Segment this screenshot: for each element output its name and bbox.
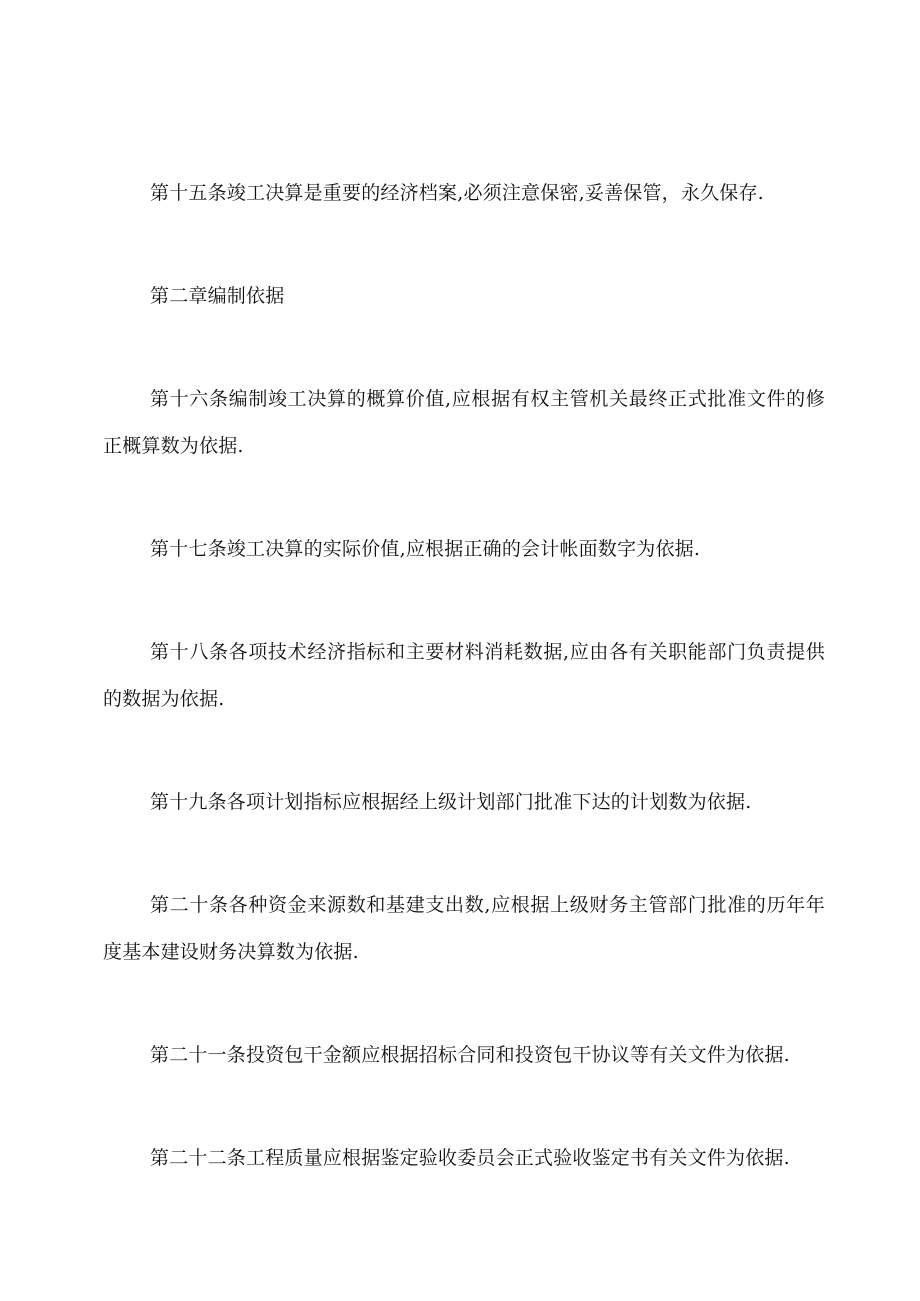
article-20-paragraph: 第二十条各种资金来源数和基建支出数,应根据上级财务主管部门批准的历年年度基本建设财务决算数为依据. bbox=[103, 894, 825, 963]
document-body bbox=[103, 170, 825, 1238]
article-18-paragraph: 第十八条各项技术经济指标和主要材料消耗数据,应由各有关职能部门负责提供的数据为依据. bbox=[103, 641, 825, 710]
chapter-2-heading: 第二章编制依据 bbox=[150, 285, 285, 307]
article-22-paragraph: 第二十二条工程质量应根据鉴定验收委员会正式验收鉴定书有关文件为依据. bbox=[150, 1147, 790, 1169]
article-15-paragraph: 第十五条竣工决算是重要的经济档案,必须注意保密,妥善保管，永久保存. bbox=[150, 182, 764, 204]
article-17-paragraph: 第十七条竣工决算的实际价值,应根据正确的会计帐面数字为依据. bbox=[150, 538, 701, 560]
article-16-paragraph: 第十六条编制竣工决算的概算价值,应根据有权主管机关最终正式批准文件的修正概算数为依据. bbox=[103, 388, 825, 457]
article-21-paragraph: 第二十一条投资包干金额应根据招标合同和投资包干协议等有关文件为依据. bbox=[150, 1044, 790, 1066]
article-19-paragraph: 第十九条各项计划指标应根据经上级计划部门批准下达的计划数为依据. bbox=[150, 791, 752, 813]
